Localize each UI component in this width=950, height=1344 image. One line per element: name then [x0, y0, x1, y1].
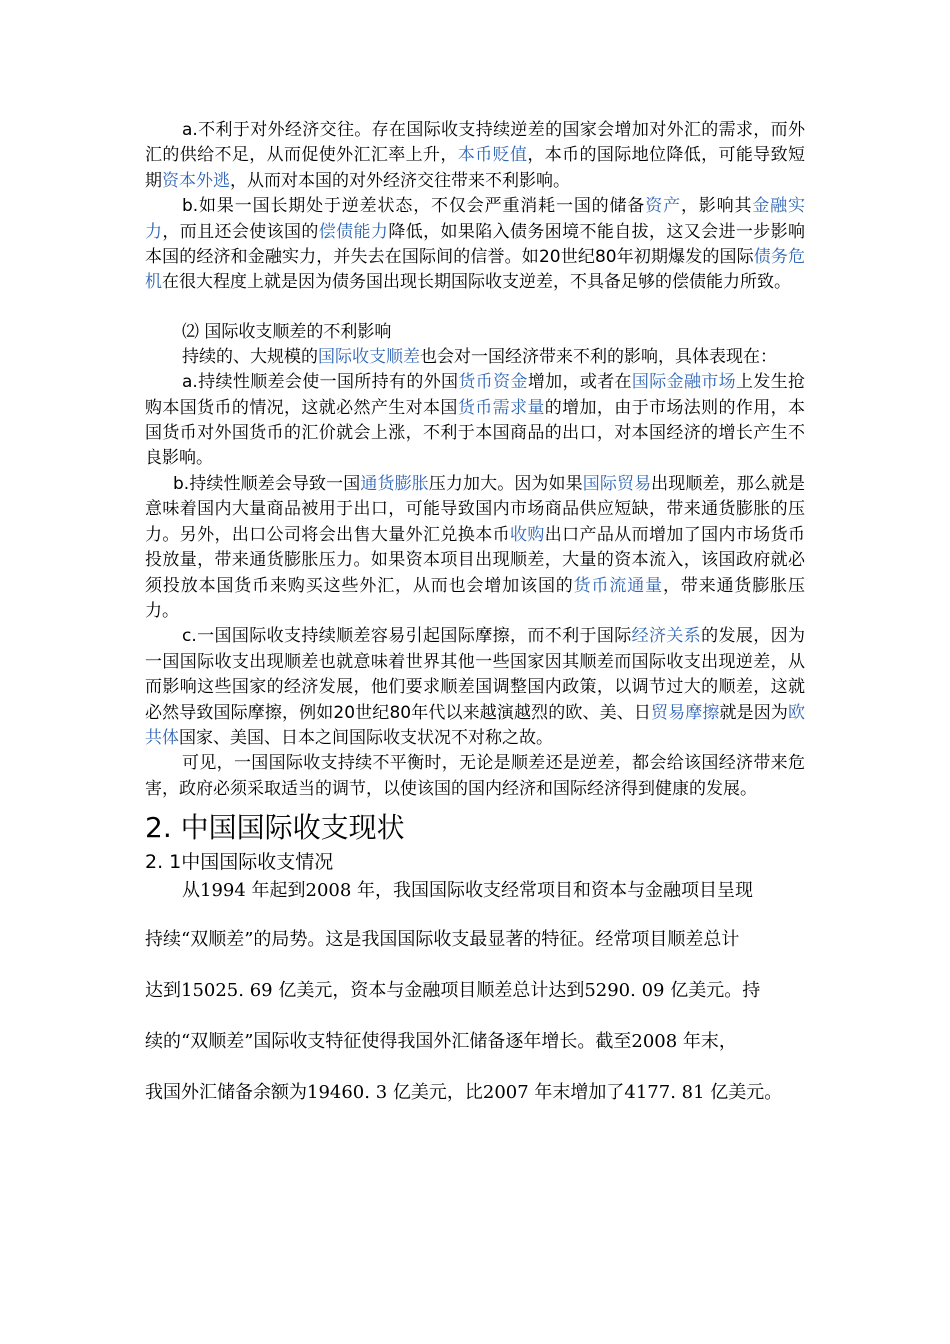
link-inflation[interactable]: 通货膨胀 — [360, 473, 429, 494]
subheading-surplus-effects: ⑵ 国际收支顺差的不利影响 — [182, 321, 392, 342]
section-line-3: 达到15025. 69 亿美元，资本与金融项目顺差总计达到5290. 09 亿美元。持 — [145, 980, 761, 1002]
link-international-trade[interactable]: 国际贸易 — [582, 473, 652, 494]
paragraph-deficit-a: a.不利于对外经济交往。存在国际收支持续逆差的国家会增加对外汇的需求，而外汇的供给不足，从而促使外汇汇率上升，本币贬值，本币的国际地位降低，可能导致短期资本外逃，从而对本国的对外经济交往带来不利影响。 — [145, 120, 806, 191]
paragraph-surplus-intro: 持续的、大规模的国际收支顺差也会对一国经济带来不利的影响，具体表现在： — [182, 346, 777, 367]
paragraph-surplus-b: b.持续性顺差会导致一国通货膨胀压力加大。因为如果国际贸易出现顺差，那么就是意味着国内大量商品被用于出口，可能导致国内市场商品供应短缺，带来通货膨胀的压力。另外，出口公司将会出售大量外汇兑换本币收购出口产品从而增加了国内市场货币投放量，带来通货膨胀压力。如果资本项目出现顺差，大量的资本流入，该国政府就必须投放本国货币来购买这些外汇，从而也会增加该国的货币流通量，带来通货膨胀压力。 — [145, 473, 806, 621]
link-acquisition[interactable]: 收购 — [509, 524, 545, 545]
link-trade-friction[interactable]: 贸易摩擦 — [651, 702, 720, 723]
link-economic-relations[interactable]: 经济关系 — [631, 626, 702, 647]
link-money-supply[interactable]: 货币流通量 — [573, 575, 663, 596]
link-european-community[interactable]: 欧共体 — [145, 702, 806, 748]
section-line-4: 续的“双顺差”国际收支特征使得我国外汇储备逐年增长。截至2008 年末， — [145, 1031, 737, 1053]
section-line-2: 持续“双顺差”的局势。这是我国国际收支最显著的特征。经常项目顺差总计 — [145, 929, 740, 951]
link-financial-strength[interactable]: 金融实力 — [145, 196, 806, 242]
link-assets[interactable]: 资产 — [645, 196, 681, 217]
section-line-5: 我国外汇储备余额为19460. 3 亿美元，比2007 年末增加了4177. 81 亿美元。 — [145, 1082, 783, 1104]
section-line-1: 从1994 年起到2008 年，我国国际收支经常项目和资本与金融项目呈现 — [182, 880, 754, 902]
link-debt-crisis[interactable]: 债务危机 — [145, 247, 806, 293]
link-currency-depreciation[interactable]: 本币贬值 — [457, 145, 528, 166]
paragraph-surplus-a: a.持续性顺差会使一国所持有的外国货币资金增加，或者在国际金融市场上发生抢购本国货币的情况，这就必然产生对本国货币需求量的增加，由于市场法则的作用，本国货币对外国货币的汇价就会上涨，不利于本国商品的出口，对本国经济的增长产生不良影响。 — [145, 372, 806, 469]
link-monetary-funds[interactable]: 货币资金 — [458, 372, 528, 393]
link-capital-flight[interactable]: 资本外逃 — [162, 170, 230, 191]
link-solvency[interactable]: 偿债能力 — [318, 221, 389, 242]
section-heading-2-1: 2. 1中国国际收支情况 — [145, 851, 334, 874]
section-heading-2: 2. 中国国际收支现状 — [145, 811, 405, 845]
paragraph-conclusion: 可见，一国国际收支持续不平衡时，无论是顺差还是逆差，都会给该国经济带来危害，政府必须采取适当的调节，以使该国的国内经济和国际经济得到健康的发展。 — [145, 753, 805, 799]
paragraph-deficit-b: b.如果一国长期处于逆差状态，不仅会严重消耗一国的储备资产，影响其金融实力，而且还会使该国的偿债能力降低，如果陷入债务困境不能自拔，这又会进一步影响本国的经济和金融实力，并失去在国际间的信誉。如20世纪80年初期爆发的国际债务危机在很大程度上就是因为债务国出现长期国际收支逆差，不具备足够的偿债能力所致。 — [145, 196, 806, 293]
link-bop-surplus[interactable]: 国际收支顺差 — [318, 346, 420, 367]
link-international-financial-market[interactable]: 国际金融市场 — [631, 372, 736, 393]
link-money-demand[interactable]: 货币需求量 — [457, 397, 545, 418]
paragraph-surplus-c: c.一国国际收支持续顺差容易引起国际摩擦，而不利于国际经济关系的发展，因为一国国际收支出现顺差也就意味着世界其他一些国家因其顺差而国际收支出现逆差，从而影响这些国家的经济发展，他们要求顺差国调整国内政策，以调节过大的顺差，这就必然导致国际摩擦，例如20世纪80年代以来越演越烈的欧、美、日贸易摩擦就是因为欧共体国家、美国、日本之间国际收支状况不对称之故。 — [145, 626, 806, 748]
document-page — [145, 118, 805, 1118]
